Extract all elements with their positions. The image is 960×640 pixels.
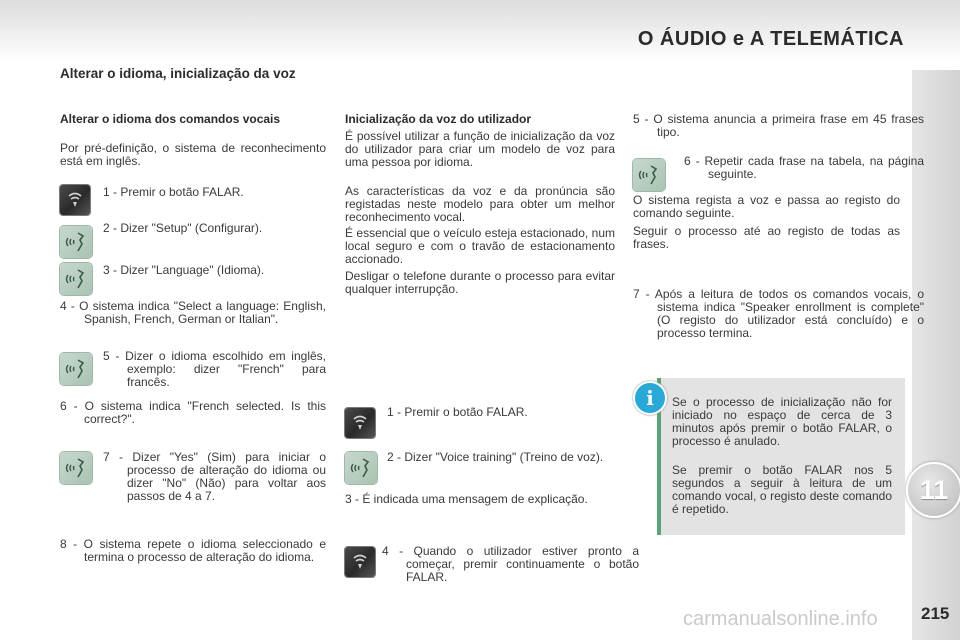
- voice-command-icon: [60, 353, 92, 385]
- watermark: carmanualsonline.info: [683, 608, 878, 630]
- section-title: Alterar o idioma, inicialização da voz: [60, 66, 296, 81]
- voice-command-icon: [633, 159, 665, 191]
- talk-button-icon: [60, 185, 90, 215]
- col2-para-4: Desligar o telefone durante o processo para evitar qualquer interrupção.: [345, 269, 615, 296]
- col1-step-2: 2 - Dizer "Setup" (Configurar).: [103, 221, 263, 235]
- col2-para-1: É possível utilizar a função de inicialização da voz do utilizador para criar um modelo de voz para uma pessoa por idioma.: [345, 129, 615, 169]
- col3-para-2: Seguir o processo até ao registo de todas as frases.: [633, 224, 900, 251]
- col2-step-1: 1 - Premir o botão FALAR.: [387, 405, 528, 419]
- col1-step-5: 5 - Dizer o idioma escolhido em inglês, exemplo: dizer "French" para francês.: [103, 349, 326, 389]
- col2-subtitle: Inicialização da voz do utilizador: [345, 112, 532, 126]
- col3-step-6: 6 - Repetir cada frase na tabela, na página seguinte.: [684, 154, 924, 181]
- info-para-2: Se premir o botão FALAR nos 5 segundos a seguir à leitura de um comando vocal, o registo deste comando é repetido.: [672, 463, 892, 516]
- col1-subtitle: Alterar o idioma dos comandos vocais: [60, 112, 281, 126]
- col2-para-3: É essencial que o veículo esteja estacionado, num local seguro e com o travão de estacionamento accionado.: [345, 226, 615, 266]
- col1-step-4: 4 - O sistema indica "Select a language: English, Spanish, French, German or Italian".: [60, 299, 326, 326]
- col1-step-6: 6 - O sistema indica "French selected. Is this correct?".: [60, 399, 326, 426]
- col3-step-7: 7 - Após a leitura de todos os comandos vocais, o sistema indica "Speaker enrollment is complete" (O registo do utilizador está concluído) e o processo termina.: [633, 287, 924, 340]
- info-icon: i: [633, 381, 667, 415]
- col1-step-8: 8 - O sistema repete o idioma seleccionado e termina o processo de alteração do idioma.: [60, 537, 326, 564]
- col1-intro: Por pré-definição, o sistema de reconhecimento está em inglês.: [60, 141, 326, 168]
- col2-step-3: 3 - É indicada uma mensagem de explicação.: [345, 492, 588, 506]
- voice-command-icon: [60, 263, 92, 295]
- page-number: 215: [921, 604, 950, 623]
- col1-step-7: 7 - Dizer "Yes" (Sim) para iniciar o processo de alteração do idioma ou dizer "No" (Não) para voltar aos passos de 4 a 7.: [103, 450, 326, 503]
- col3-step-5: 5 - O sistema anuncia a primeira frase em 45 frases tipo.: [633, 112, 924, 139]
- voice-command-icon: [60, 452, 92, 484]
- col2-para-2: As características da voz e da pronúncia são registadas neste modelo para obter um melhor reconhecimento vocal.: [345, 184, 615, 224]
- col3-para-1: O sistema regista a voz e passa ao registo do comando seguinte.: [633, 193, 900, 220]
- talk-button-icon: [345, 408, 375, 438]
- voice-command-icon: [60, 226, 92, 258]
- col2-step-2: 2 - Dizer "Voice training" (Treino de voz).: [387, 450, 604, 464]
- info-para-1: Se o processo de inicialização não for iniciado no espaço de cerca de 3 minutos após premir o botão FALAR, o processo é anulado.: [672, 395, 892, 448]
- page-header-title: O ÁUDIO e A TELEMÁTICA: [637, 28, 904, 50]
- chapter-badge: 11: [906, 462, 960, 518]
- talk-button-icon: [345, 547, 375, 577]
- col1-step-3: 3 - Dizer "Language" (Idioma).: [103, 263, 265, 277]
- voice-command-icon: [345, 452, 377, 484]
- col1-step-1: 1 - Premir o botão FALAR.: [103, 185, 244, 199]
- col2-step-4: 4 - Quando o utilizador estiver pronto a começar, premir continuamente o botão FALAR.: [382, 544, 639, 584]
